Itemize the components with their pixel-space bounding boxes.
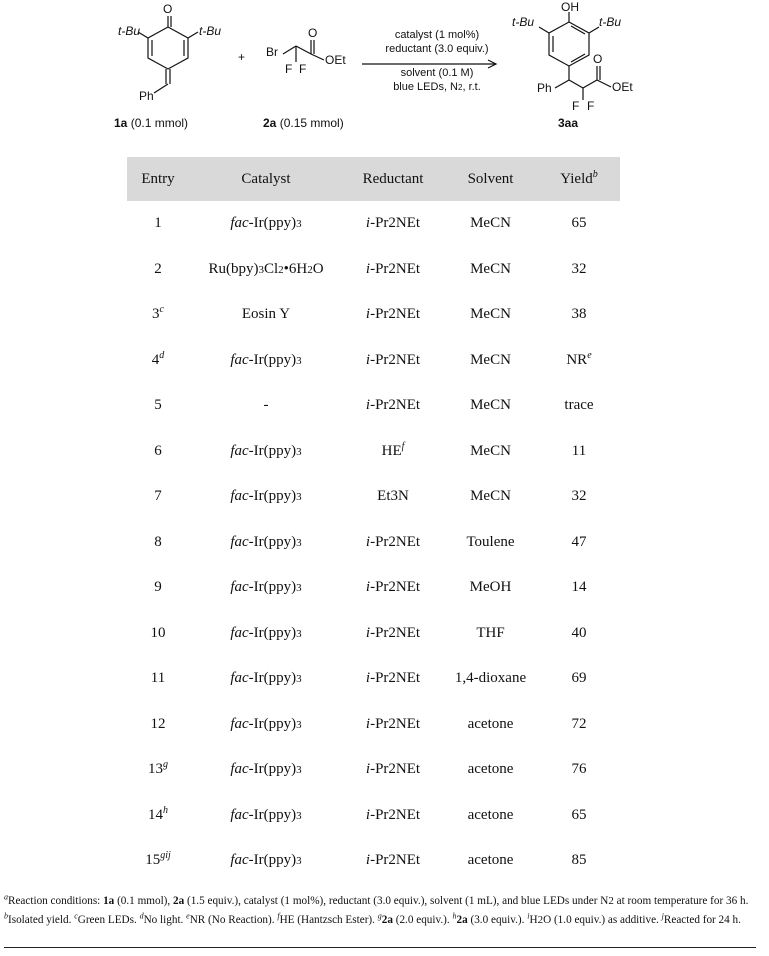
cell-entry: 11 (150, 670, 166, 687)
reactant1-id: 1a (114, 116, 128, 130)
condition-solvent: solvent (0.1 M) (400, 67, 474, 79)
table-header-row (127, 157, 620, 201)
cell-yield: 85 (571, 852, 587, 869)
header-entry: Entry (141, 170, 175, 187)
table-row (127, 201, 620, 247)
cell-solvent: MeCN (470, 260, 511, 277)
cell-yield: trace (564, 397, 594, 414)
cell-entry: 4$^d$ (151, 349, 165, 368)
cell-reductant: i-Pr2NEt (365, 260, 421, 277)
cell-catalyst: fac-Ir(ppy)3 (230, 533, 302, 550)
table-row (127, 747, 620, 793)
cell-entry: 13$^g$ (148, 759, 168, 778)
header-solvent: Solvent (467, 170, 514, 187)
table-footnote: $^a$Reaction conditions: 1a (0.1 mmol), 2a (1.5 equiv.), catalyst (1 mol%), reductant (3.0 equiv.), solvent (1 mL), and blue LEDs under N2 at room temperature for 36 h. $^b$Isolated yield. $^c$Green LEDs. $^d$No light. $^e$NR (No Reaction). $^f$HE (Hantzsch Ester). $^g$2a (2.0 equiv.). $^h$2a (3.0 equiv.). $^i$H2O (1.0 equiv.) as additive. $^j$Reacted for 24 h. (4, 892, 749, 926)
product-oxygen: O (593, 52, 603, 66)
cell-yield: 47 (571, 533, 587, 550)
footnote-rule (4, 947, 756, 948)
cell-yield: $NR^e$ (566, 349, 592, 368)
cell-solvent: MeOH (469, 579, 512, 596)
table-row (127, 429, 620, 475)
cell-yield: 32 (571, 260, 587, 277)
cell-catalyst: Eosin Y (241, 306, 291, 323)
cell-catalyst: fac-Ir(ppy)3 (230, 579, 302, 596)
cell-solvent: acetone (467, 715, 514, 732)
condition-catalyst: catalyst (1 mol%) (394, 29, 480, 41)
cell-yield: 69 (571, 670, 587, 687)
cell-yield: 38 (571, 306, 587, 323)
cell-reductant: i-Pr2NEt (365, 351, 421, 368)
cell-catalyst: fac-Ir(ppy)3 (230, 761, 302, 778)
cell-solvent: acetone (467, 806, 514, 823)
header-catalyst: Catalyst (241, 170, 291, 187)
cell-reductant: i-Pr2NEt (365, 306, 421, 323)
table-row (127, 474, 620, 520)
cell-reductant: i-Pr2NEt (365, 670, 421, 687)
reactant1-phenyl: Ph (139, 89, 154, 103)
plus-sign: + (238, 50, 246, 64)
cell-solvent: MeCN (470, 488, 511, 505)
cell-entry: 3$^c$ (152, 304, 164, 323)
reactant2-fluorine-2: F (299, 62, 307, 76)
header-yield: Yield$^b$ (560, 168, 598, 187)
cell-catalyst: fac-Ir(ppy)3 (230, 351, 302, 368)
cell-entry: 9 (154, 579, 162, 596)
table-row (127, 611, 620, 657)
table-row (127, 383, 620, 429)
cell-reductant: i-Pr2NEt (365, 715, 421, 732)
cell-catalyst: fac-Ir(ppy)3 (230, 215, 302, 232)
table-row (127, 838, 620, 884)
cell-reductant: i-Pr2NEt (365, 215, 421, 232)
cell-entry: 5 (154, 397, 162, 414)
cell-solvent: MeCN (470, 397, 511, 414)
cell-reductant: i-Pr2NEt (365, 397, 421, 414)
reactant2-amount: (0.15 mmol) (279, 116, 344, 130)
cell-solvent: acetone (467, 852, 514, 869)
cell-catalyst: fac-Ir(ppy)3 (230, 715, 302, 732)
cell-entry: 8 (154, 533, 162, 550)
reactant1-amount: (0.1 mmol) (130, 116, 189, 130)
reactant2-label (263, 116, 344, 130)
cell-catalyst: fac-Ir(ppy)3 (230, 670, 302, 687)
cell-reductant: i-Pr2NEt (365, 624, 421, 641)
reactant2-id: 2a (263, 116, 277, 130)
cell-reductant: i-Pr2NEt (365, 852, 421, 869)
reactant1-label (114, 116, 188, 130)
cell-yield: 14 (571, 579, 587, 596)
cell-catalyst: fac-Ir(ppy)3 (230, 806, 302, 823)
cell-yield: 65 (571, 806, 587, 823)
product-tbu-left: t-Bu (512, 15, 535, 29)
cell-solvent: MeCN (470, 442, 511, 459)
cell-entry: 10 (150, 624, 166, 641)
cell-yield: 72 (571, 715, 587, 732)
product-ethoxy: OEt (612, 80, 633, 94)
cell-reductant: i-Pr2NEt (365, 533, 421, 550)
cell-entry: 14$^h$ (148, 804, 168, 823)
table-body (127, 201, 620, 884)
cell-solvent: 1,4-dioxane (454, 670, 527, 687)
cell-solvent: acetone (467, 761, 514, 778)
cell-catalyst: fac-Ir(ppy)3 (230, 488, 302, 505)
table-row (127, 656, 620, 702)
cell-yield: 76 (571, 761, 587, 778)
table-row (127, 247, 620, 293)
cell-entry: 1 (154, 215, 162, 232)
cell-catalyst: - (263, 397, 269, 414)
cell-yield: 40 (571, 624, 587, 641)
header-reductant: Reductant (362, 170, 424, 187)
reactant1-tbu-left: t-Bu (118, 24, 141, 38)
reactant2-fluorine-1: F (285, 62, 293, 76)
cell-reductant: i-Pr2NEt (365, 761, 421, 778)
table-row (127, 520, 620, 566)
condition-reductant: reductant (3.0 equiv.) (385, 43, 489, 55)
product-ring (549, 22, 589, 66)
reactant1-tbu-right: t-Bu (199, 24, 222, 38)
cell-yield: 32 (571, 488, 587, 505)
table-row (127, 565, 620, 611)
condition-light-atmosphere: blue LEDs, N2, r.t. (393, 81, 481, 93)
reactant1-oxygen: O (163, 2, 173, 16)
cell-reductant: i-Pr2NEt (365, 579, 421, 596)
cell-entry: 2 (154, 260, 162, 277)
cell-catalyst: fac-Ir(ppy)3 (230, 852, 302, 869)
cell-entry: 6 (154, 442, 162, 459)
cell-solvent: Toulene (466, 533, 515, 550)
reaction-scheme (0, 0, 769, 145)
cell-catalyst: Ru(bpy)3Cl2•6H2O (208, 260, 324, 277)
reactant2-ethoxy: OEt (325, 53, 346, 67)
product-tbu-right: t-Bu (599, 15, 622, 29)
cell-yield: 11 (571, 442, 587, 459)
cell-reductant: i-Pr2NEt (365, 806, 421, 823)
cell-entry: 12 (150, 715, 166, 732)
reactant2-bromine: Br (266, 45, 278, 59)
table-row (127, 292, 620, 338)
product-fluorine-1: F (572, 99, 580, 113)
product-id: 3aa (558, 116, 579, 130)
cell-entry: 7 (154, 488, 162, 505)
cell-catalyst: fac-Ir(ppy)3 (230, 442, 302, 459)
cell-solvent: THF (476, 624, 505, 641)
cell-entry: $15^{gij}$ (145, 850, 171, 869)
table-row (127, 702, 620, 748)
cell-solvent: MeCN (470, 215, 511, 232)
table-row (127, 793, 620, 839)
table-row (127, 338, 620, 384)
reactant2-oxygen: O (308, 26, 318, 40)
product-hydroxyl: OH (561, 0, 579, 14)
cell-solvent: MeCN (470, 351, 511, 368)
cell-yield: 65 (571, 215, 587, 232)
cell-reductant: Et3N (377, 488, 409, 505)
cell-catalyst: fac-Ir(ppy)3 (230, 624, 302, 641)
product-phenyl: Ph (537, 81, 552, 95)
cell-solvent: MeCN (470, 306, 511, 323)
product-fluorine-2: F (587, 99, 595, 113)
reactant1-ring (148, 27, 188, 69)
optimization-table (127, 157, 620, 884)
cell-reductant: $HE^f$ (381, 440, 405, 459)
